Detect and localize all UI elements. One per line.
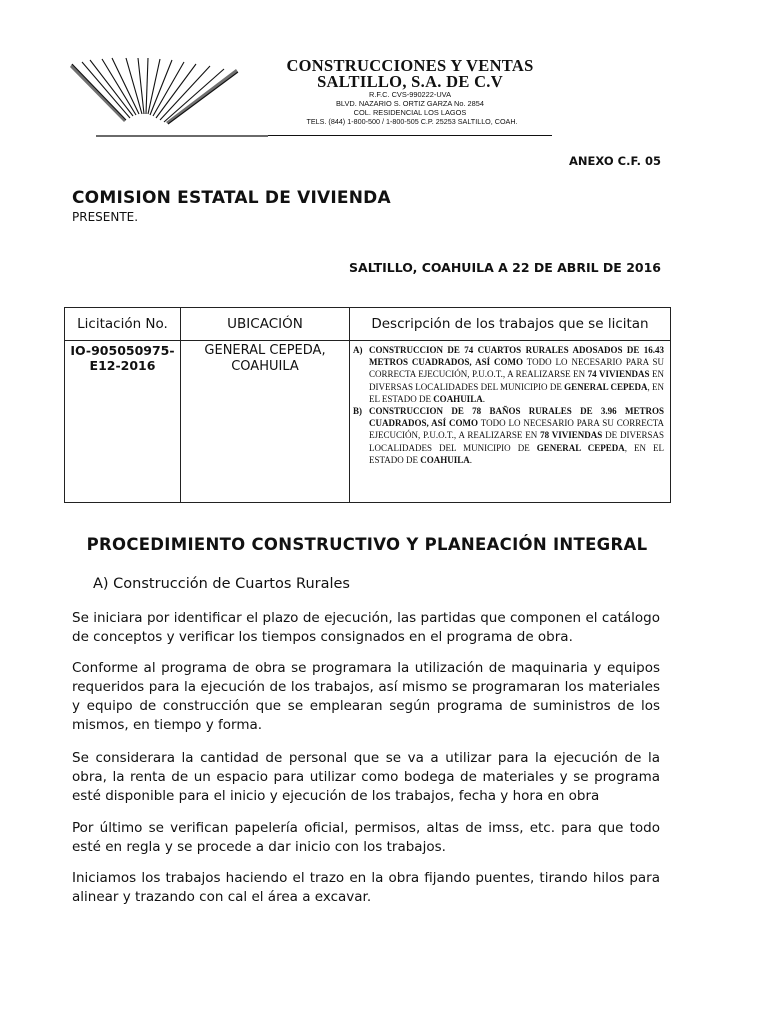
paragraph: Se considerara la cantidad de personal que se va a utilizar para la ejecución de la obra, la renta de un espacio para utilizar como bodega de materiales y se programa esté disponible para el inicio y ejecución de los trabajos, fecha y hora en obra [72, 750, 660, 804]
item-label: A) [353, 345, 363, 355]
company-rfc: R.F.C. CVS-990222-UVA [368, 90, 451, 99]
company-address-colony: COL. RESIDENCIAL LOS LAGOS [353, 108, 467, 117]
greeting: PRESENTE. [72, 210, 139, 224]
item-text-part: TODO LO NECESARIO PARA SU CORRECTA EJECUCIÓN, P.U.O.T., A REALIZARSE EN [369, 357, 664, 380]
cell-descripcion [350, 341, 671, 503]
item-text-part: TODO LO NECESARIO PARA SU CORRECTA EJECUCIÓN, P.U.O.T., A REALIZARSE EN [369, 418, 664, 441]
item-text-part: , EN EL ESTADO DE [369, 442, 664, 465]
date-line: SALTILLO, COAHUILA A 22 DE ABRIL DE 2016 [349, 260, 661, 275]
item-bold-text: CONSTRUCCION DE 78 BAÑOS RURALES DE 3.96 METROS CUADRADOS, ASÍ COMO [369, 406, 664, 429]
letterhead-rule [268, 135, 552, 136]
item-text-part: , EN EL ESTADO DE [369, 381, 664, 404]
table-row [65, 341, 671, 503]
item-text [369, 344, 664, 405]
item-text-part: DE DIVERSAS LOCALIDADES DEL MUNICIPIO DE [369, 430, 664, 453]
annex-label: ANEXO C.F. 05 [569, 154, 661, 168]
header-descripcion: Descripción de los trabajos que se licitan [350, 308, 671, 341]
description-item-a [353, 344, 664, 405]
cell-ubicacion: GENERAL CEPEDA, COAHUILA [181, 341, 350, 503]
item-bold-text: GENERAL CEPEDA [564, 381, 648, 392]
paragraph: Por último se verifican papelería oficial, permisos, altas de imss, etc. para que todo esté en regla y se procede a dar inicio con los trabajos. [72, 820, 660, 855]
paragraph: Conforme al programa de obra se programara la utilización de maquinaria y equipos requeridos para la ejecución de los trabajos, así mismo se programaran los materiales y equipo de construcción que se emplearan según programa de suministros de los mismos, en tiempo y forma. [72, 660, 660, 733]
cell-licitacion: IO-905050975-E12-2016 [65, 341, 181, 503]
item-bold-text: 78 VIVIENDAS [540, 430, 603, 441]
section-title: PROCEDIMIENTO CONSTRUCTIVO Y PLANEACIÓN INTEGRAL [86, 535, 648, 554]
company-phones: TELS. (844) 1-800-500 / 1-800-505 C.P. 25253 SALTILLO, COAH. [306, 117, 518, 126]
table-header-row [65, 308, 671, 341]
item-text-part: . [469, 454, 473, 465]
recipient-name: COMISION ESTATAL DE VIVIENDA [72, 188, 391, 208]
bid-table [64, 307, 671, 503]
paragraph: Se iniciara por identificar el plazo de ejecución, las partidas que componen el catálogo de conceptos y verificar los tiempos consignados en el programa de obra. [72, 610, 660, 645]
item-text-part: . [482, 393, 485, 404]
item-bold-text: CONSTRUCCION DE 74 CUARTOS RURALES ADOSADOS DE 16.43 METROS CUADRADOS, ASÍ COMO [369, 345, 664, 368]
item-bold-text: COAHUILA [433, 393, 483, 404]
item-bold-text: GENERAL CEPEDA [536, 442, 625, 453]
header-licitacion: Licitación No. [65, 308, 181, 341]
company-name-line2: SALTILLO, S.A. DE C.V [317, 72, 503, 91]
item-label: B) [353, 406, 362, 417]
header-ubicacion: UBICACIÓN [181, 308, 350, 341]
item-bold-text: COAHUILA [420, 454, 470, 465]
item-text [369, 405, 664, 466]
description-item-b [353, 405, 664, 466]
item-bold-text: 74 VIVIENDAS [587, 369, 650, 380]
company-address-street: BLVD. NAZARIO S. ORTIZ GARZA No. 2854 [336, 99, 484, 108]
company-name-line1: CONSTRUCCIONES Y VENTAS [286, 56, 534, 75]
item-text-part: EN DIVERSAS LOCALIDADES DEL MUNICIPIO DE [369, 369, 664, 392]
subheading: A) Construcción de Cuartos Rurales [93, 576, 350, 592]
company-logo-icon [68, 54, 268, 138]
paragraph: Iniciamos los trabajos haciendo el trazo en la obra fijando puentes, tirando hilos para alinear y trazando con cal el área a excavar. [72, 870, 660, 905]
